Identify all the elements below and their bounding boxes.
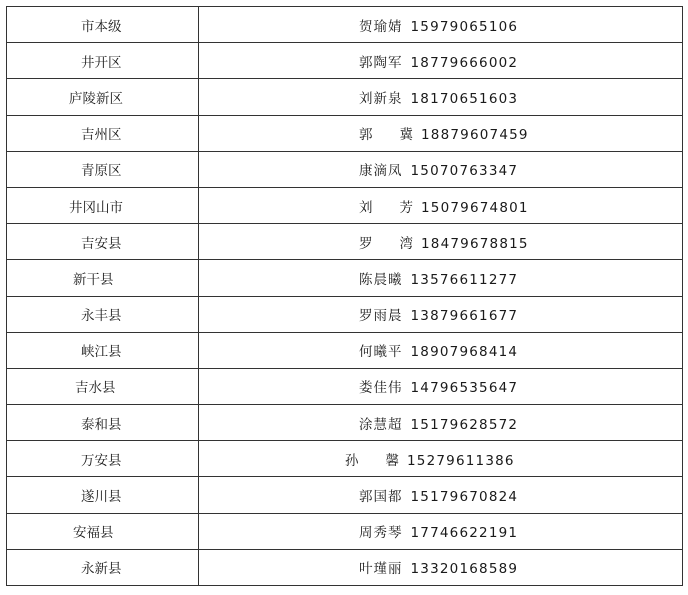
- table-row: [7, 405, 683, 441]
- phone-number: 18479678815: [421, 235, 529, 252]
- contact-name: 周秀琴: [359, 525, 403, 542]
- phone-number: 14796535647: [410, 380, 519, 397]
- contact-cell: [199, 332, 683, 368]
- region-cell: 遂川县: [7, 477, 199, 513]
- region-cell: 吉州区: [7, 115, 199, 151]
- contact-cell: [199, 260, 683, 296]
- phone-number: 18879607459: [421, 127, 529, 144]
- contact-name: 康滴凤: [359, 163, 403, 180]
- region-cell: 庐陵新区: [7, 79, 199, 115]
- contact-cell: [199, 296, 683, 332]
- contact-cell: [199, 477, 683, 513]
- table-row: [7, 549, 683, 585]
- contact-name: 贺瑜婧: [359, 18, 403, 35]
- contact-name: 郭 冀: [359, 127, 413, 144]
- phone-number: 15179628572: [410, 416, 519, 433]
- region-cell: 青原区: [7, 151, 199, 187]
- phone-number: 15070763347: [410, 163, 519, 180]
- table-row: [7, 332, 683, 368]
- table-row: [7, 368, 683, 404]
- table-row: [7, 151, 683, 187]
- contact-cell: [199, 79, 683, 115]
- region-cell: 万安县: [7, 441, 199, 477]
- table-row: [7, 296, 683, 332]
- region-cell: 永新县: [7, 549, 199, 585]
- contact-name: 郭陶军: [359, 54, 403, 71]
- phone-number: 15179670824: [410, 489, 519, 506]
- contact-name: 刘新泉: [359, 90, 403, 107]
- phone-number: 13576611277: [410, 271, 519, 288]
- table-row: [7, 79, 683, 115]
- table-row: [7, 477, 683, 513]
- table-row: [7, 187, 683, 223]
- region-cell: 新干县: [7, 260, 199, 296]
- phone-number: 18907968414: [410, 344, 519, 361]
- contact-cell: [199, 405, 683, 441]
- contact-name: 叶瑾丽: [359, 561, 403, 578]
- phone-number: 18170651603: [410, 90, 519, 107]
- region-cell: 井冈山市: [7, 187, 199, 223]
- phone-number: 13320168589: [410, 561, 519, 578]
- contact-cell: [199, 549, 683, 585]
- contact-cell: [199, 513, 683, 549]
- contact-name: 刘 芳: [359, 199, 413, 216]
- phone-number: 15979065106: [410, 18, 519, 35]
- region-cell: 市本级: [7, 7, 199, 43]
- table-row: [7, 513, 683, 549]
- contact-name: 罗 湾: [359, 235, 413, 252]
- table-row: [7, 43, 683, 79]
- contact-name: 郭国都: [359, 489, 403, 506]
- contact-cell: [199, 43, 683, 79]
- contact-cell: [199, 368, 683, 404]
- contact-cell: [199, 151, 683, 187]
- region-cell: 峡江县: [7, 332, 199, 368]
- contact-cell: [199, 441, 683, 477]
- contact-table: [6, 6, 683, 586]
- contact-name: 涂慧超: [359, 416, 403, 433]
- phone-number: 18779666002: [410, 54, 519, 71]
- region-cell: 井开区: [7, 43, 199, 79]
- table-row: [7, 224, 683, 260]
- contact-name: 何曦平: [359, 344, 403, 361]
- contact-cell: [199, 115, 683, 151]
- region-cell: 安福县: [7, 513, 199, 549]
- table-row: [7, 7, 683, 43]
- phone-number: 15279611386: [407, 452, 515, 469]
- table-row: [7, 441, 683, 477]
- region-cell: 吉水县: [7, 368, 199, 404]
- contact-name: 罗雨晨: [359, 308, 403, 325]
- contact-cell: [199, 7, 683, 43]
- table-row: [7, 260, 683, 296]
- phone-number: 17746622191: [410, 525, 519, 542]
- region-cell: 泰和县: [7, 405, 199, 441]
- contact-cell: [199, 224, 683, 260]
- table-body: [7, 7, 683, 586]
- phone-number: 15079674801: [421, 199, 529, 216]
- contact-name: 孙 馨: [345, 452, 399, 469]
- phone-number: 13879661677: [410, 308, 519, 325]
- contact-name: 陈晨曦: [359, 271, 403, 288]
- table-row: [7, 115, 683, 151]
- contact-cell: [199, 187, 683, 223]
- region-cell: 永丰县: [7, 296, 199, 332]
- contact-name: 娄佳伟: [359, 380, 403, 397]
- region-cell: 吉安县: [7, 224, 199, 260]
